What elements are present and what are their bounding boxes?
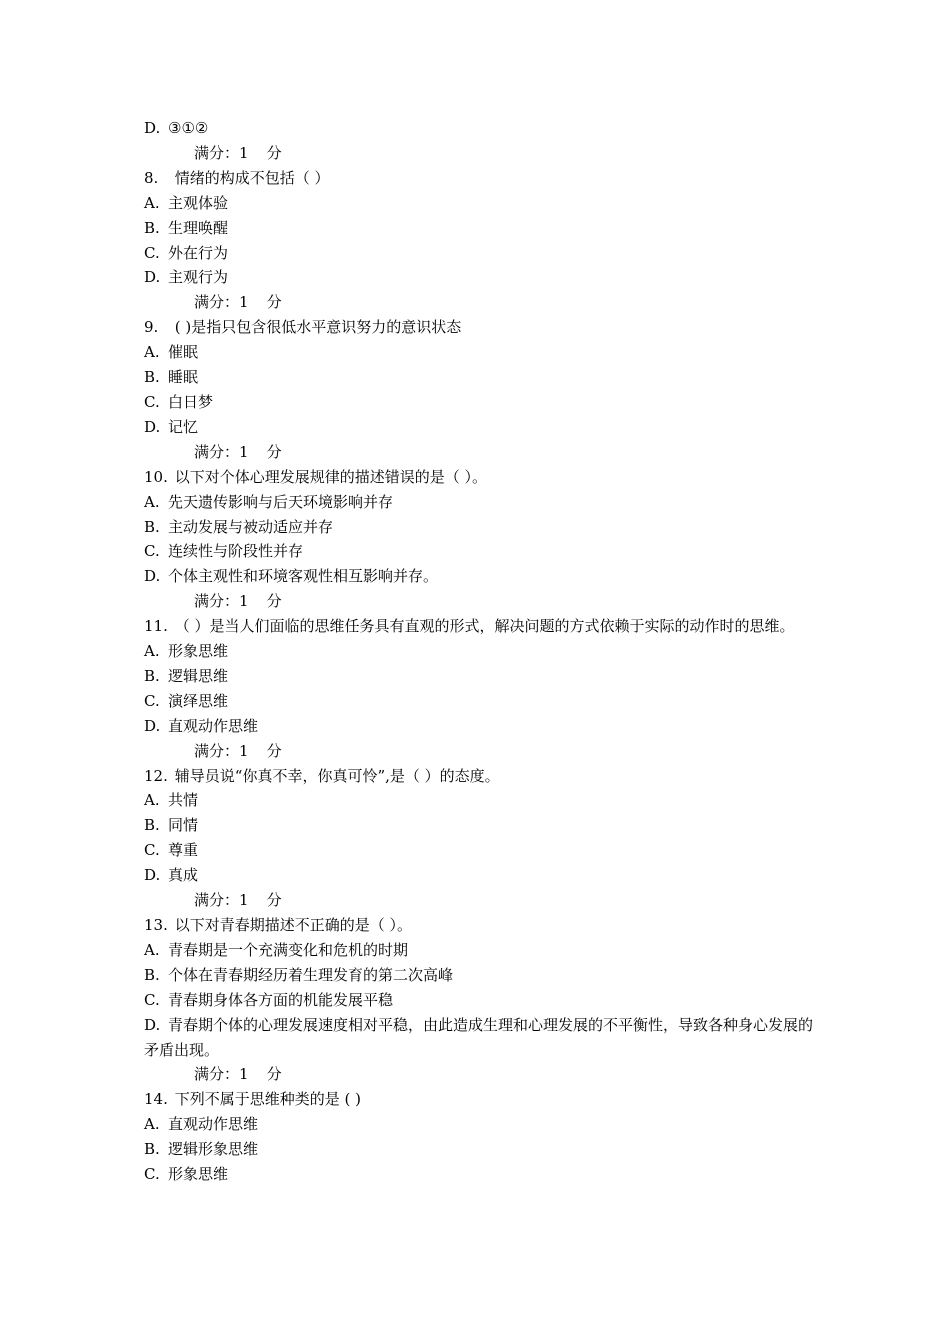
option-text: 青春期身体各方面的机能发展平稳 — [168, 990, 394, 1009]
option-line — [144, 714, 824, 739]
option-letter: B. — [144, 666, 160, 685]
option-text: 真成 — [168, 866, 199, 885]
option-line — [144, 390, 824, 415]
score-unit: 分 — [266, 741, 282, 760]
option-letter: D. — [144, 268, 161, 287]
score-unit: 分 — [266, 442, 282, 461]
option-text: 形象思维 — [168, 1165, 229, 1184]
option-text: 外在行为 — [168, 243, 229, 262]
option-letter: A. — [144, 343, 160, 362]
question-stem — [144, 465, 824, 490]
option-letter: C. — [144, 542, 160, 561]
score-label: 满分： — [194, 143, 240, 162]
option-text: 睡眠 — [168, 368, 199, 387]
score-unit: 分 — [266, 1065, 282, 1084]
question-text: 辅导员说“你真不幸，你真可怜”,是（ ）的态度。 — [174, 766, 500, 785]
option-text: 催眠 — [168, 343, 199, 362]
question-text: 情绪的构成不包括（ ） — [174, 168, 330, 187]
option-line — [144, 515, 824, 540]
option-letter: C. — [144, 691, 160, 710]
option-letter: C. — [144, 1165, 160, 1184]
option-text: 青春期是一个充满变化和危机的时期 — [168, 940, 409, 959]
option-line — [144, 265, 824, 290]
score-value: 1 — [239, 592, 249, 611]
question-text: （ ）是当人们面临的思维任务具有直观的形式，解决问题的方式依赖于实际的动作时的思维。 — [174, 617, 795, 636]
option-letter: D. — [144, 567, 161, 586]
score-line — [144, 888, 824, 913]
score-line — [144, 440, 824, 465]
question-number: 9. — [144, 318, 159, 337]
score-label: 满分： — [194, 293, 240, 312]
option-line — [144, 988, 824, 1013]
option-letter: D. — [144, 119, 161, 137]
option-line — [144, 938, 824, 963]
option-letter: B. — [144, 1140, 160, 1159]
question-stem — [144, 764, 824, 789]
option-line — [144, 539, 824, 564]
score-line — [144, 589, 824, 614]
question-number: 11. — [144, 617, 168, 636]
score-label: 满分： — [194, 442, 240, 461]
score-value: 1 — [239, 293, 249, 312]
option-line — [144, 863, 824, 888]
option-letter: C. — [144, 243, 160, 262]
option-letter: D. — [144, 866, 161, 885]
question-text: ( )是指只包含很低水平意识努力的意识状态 — [174, 318, 462, 337]
option-line — [144, 241, 824, 266]
option-letter: C. — [144, 990, 160, 1009]
option-letter: D. — [144, 417, 161, 436]
question-stem — [144, 614, 824, 639]
option-text: 逻辑思维 — [168, 666, 229, 685]
option-line — [144, 639, 824, 664]
option-line — [144, 1162, 824, 1187]
option-text: 个体在青春期经历着生理发育的第二次高峰 — [168, 965, 454, 984]
score-value: 1 — [239, 741, 249, 760]
option-text: 逻辑形象思维 — [168, 1140, 259, 1159]
score-value: 1 — [239, 442, 249, 461]
option-line — [144, 191, 824, 216]
option-text: 主动发展与被动适应并存 — [168, 517, 334, 536]
option-letter: B. — [144, 368, 160, 387]
option-line — [144, 813, 824, 838]
option-line — [144, 490, 824, 515]
option-letter: A. — [144, 193, 160, 212]
score-label: 满分： — [194, 741, 240, 760]
score-value: 1 — [239, 891, 249, 910]
score-label: 满分： — [194, 592, 240, 611]
score-line — [144, 290, 824, 315]
option-text: 直观动作思维 — [168, 716, 259, 735]
option-line — [144, 340, 824, 365]
score-unit: 分 — [266, 143, 282, 162]
option-text: 共情 — [168, 791, 199, 810]
option-line — [144, 116, 824, 141]
score-label: 满分： — [194, 891, 240, 910]
option-letter: D. — [144, 1015, 161, 1034]
option-line — [144, 664, 824, 689]
option-line — [144, 838, 824, 863]
exam-page — [144, 116, 824, 1187]
question-list — [144, 166, 824, 1187]
score-line — [144, 141, 824, 166]
question-stem — [144, 315, 824, 340]
option-text: 形象思维 — [168, 642, 229, 661]
option-letter: B. — [144, 816, 160, 835]
question-text: 下列不属于思维种类的是 ( ) — [174, 1090, 362, 1109]
question-number: 13. — [144, 916, 168, 934]
option-letter: B. — [144, 965, 160, 984]
option-text: 同情 — [168, 816, 199, 835]
option-line — [144, 216, 824, 241]
question-stem — [144, 913, 824, 938]
option-text: 主观行为 — [168, 268, 229, 287]
score-line — [144, 739, 824, 764]
option-text: 直观动作思维 — [168, 1115, 259, 1134]
option-text: 生理唤醒 — [168, 218, 229, 237]
option-letter: A. — [144, 642, 160, 661]
option-line — [144, 415, 824, 440]
option-letter: B. — [144, 517, 160, 536]
option-line — [144, 1112, 824, 1137]
option-text: 主观体验 — [168, 193, 229, 212]
option-letter: C. — [144, 392, 160, 411]
score-unit: 分 — [266, 891, 282, 910]
option-line — [144, 689, 824, 714]
question-number: 10. — [144, 467, 168, 486]
question-number: 8. — [144, 168, 159, 187]
question-number: 14. — [144, 1090, 168, 1109]
option-letter: A. — [144, 1115, 160, 1134]
option-text: 尊重 — [168, 841, 199, 860]
option-letter: A. — [144, 492, 160, 511]
option-text: 青春期个体的心理发展速度相对平稳，由此造成生理和心理发展的不平衡性，导致各种身心发展的矛盾出现。 — [144, 1015, 814, 1059]
score-value: 1 — [239, 1065, 249, 1084]
option-text: 个体主观性和环境客观性相互影响并存。 — [168, 567, 439, 586]
question-text: 以下对个体心理发展规律的描述错误的是（ ）。 — [174, 467, 488, 486]
option-text: 记忆 — [168, 417, 199, 436]
option-text: 连续性与阶段性并存 — [168, 542, 304, 561]
option-letter: C. — [144, 841, 160, 860]
option-line — [144, 1013, 824, 1063]
option-line — [144, 365, 824, 390]
option-letter: D. — [144, 716, 161, 735]
option-line — [144, 1137, 824, 1162]
option-text: 演绎思维 — [168, 691, 229, 710]
score-label: 满分： — [194, 1065, 240, 1084]
option-text: 先天遗传影响与后天环境影响并存 — [168, 492, 394, 511]
question-stem — [144, 166, 824, 191]
score-unit: 分 — [266, 592, 282, 611]
option-line — [144, 564, 824, 589]
option-letter: A. — [144, 940, 160, 959]
option-line — [144, 788, 824, 813]
option-line — [144, 963, 824, 988]
option-text: ③①② — [168, 119, 209, 137]
question-number: 12. — [144, 766, 168, 785]
question-text: 以下对青春期描述不正确的是（ ）。 — [174, 916, 413, 934]
option-text: 白日梦 — [168, 392, 214, 411]
score-line — [144, 1062, 824, 1087]
question-stem — [144, 1087, 824, 1112]
score-value: 1 — [239, 143, 249, 162]
option-letter: A. — [144, 791, 160, 810]
score-unit: 分 — [266, 293, 282, 312]
option-letter: B. — [144, 218, 160, 237]
